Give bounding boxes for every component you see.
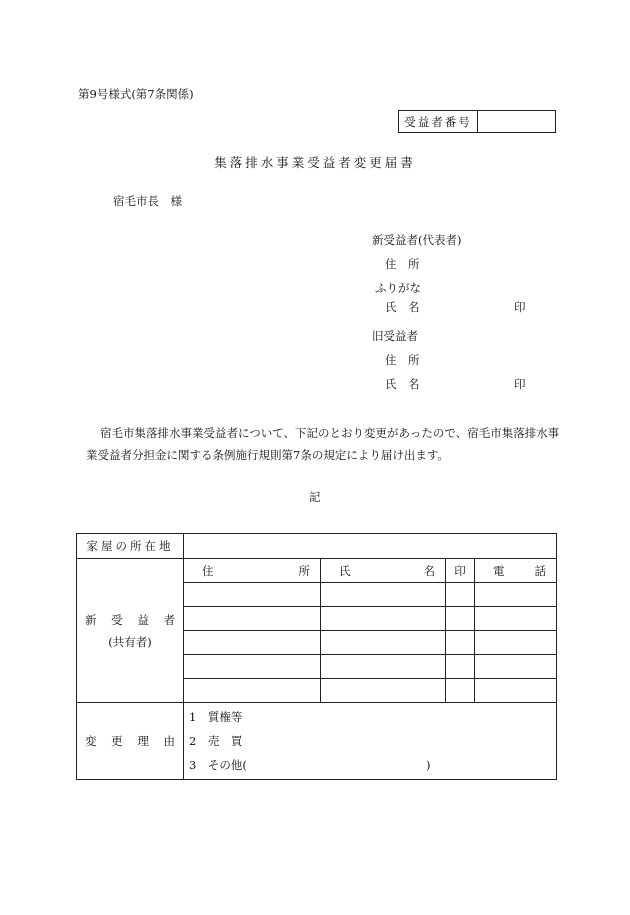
seal-header: 印 [446,559,475,583]
address-cell[interactable] [184,679,321,703]
address-header: 住 所 [184,559,321,583]
change-reason-options [184,703,557,780]
new-seal-mark: 印 [514,300,526,314]
reason-sale[interactable]: 2 売 買 [189,734,243,748]
phone-cell[interactable] [475,655,557,679]
new-furigana-label: ふりがな [375,281,421,295]
name-cell[interactable] [321,583,446,607]
recipient-number-field[interactable] [478,111,555,132]
ki-mark: 記 [309,490,321,504]
old-address-label: 住 所 [385,353,420,367]
name-cell[interactable] [321,631,446,655]
phone-cell[interactable] [475,607,557,631]
seal-cell[interactable] [446,679,475,703]
address-cell[interactable] [184,631,321,655]
change-reason-label: 変 更 理 由 [77,703,184,780]
recipient-number-box [398,110,556,133]
new-address-label: 住 所 [385,257,420,271]
co-owner-label: (共有者) [108,634,152,649]
header-row [77,559,557,583]
address-cell[interactable] [184,655,321,679]
reason-other-close-paren: ) [426,758,431,772]
phone-cell[interactable] [475,583,557,607]
old-beneficiary-heading: 旧受益者 [372,329,418,343]
old-seal-mark: 印 [514,377,526,391]
reason-other[interactable]: 3 その他( ) [184,753,556,777]
seal-cell[interactable] [446,583,475,607]
new-beneficiary-cell [77,559,184,703]
phone-cell[interactable] [475,679,557,703]
house-location-field[interactable] [184,534,557,559]
form-number: 第9号様式(第7条関係) [78,87,194,101]
seal-cell[interactable] [446,631,475,655]
address-cell[interactable] [184,583,321,607]
seal-cell[interactable] [446,607,475,631]
document-title: 集落排水事業受益者変更届書 [214,155,416,170]
change-reason-row [77,703,557,780]
addressee: 宿毛市長 様 [113,194,182,208]
name-cell[interactable] [321,679,446,703]
phone-header: 電 話 [475,559,557,583]
house-location-label: 家屋の所在地 [77,534,184,559]
body-paragraph: 宿毛市集落排水事業受益者について、下記のとおり変更があったので、宿毛市集落排水事業受益者分担金に関する条例施行規則第7条の規定により届け出ます。 [86,426,560,462]
name-cell[interactable] [321,607,446,631]
house-location-row [77,534,557,559]
old-name-label: 氏 名 [385,377,420,391]
seal-cell[interactable] [446,655,475,679]
address-cell[interactable] [184,607,321,631]
phone-cell[interactable] [475,631,557,655]
name-header: 氏 名 [321,559,446,583]
name-cell[interactable] [321,655,446,679]
new-beneficiary-heading: 新受益者(代表者) [372,233,462,247]
new-beneficiary-label: 新 受 益 者 [85,612,175,627]
reason-pledge[interactable]: 1 質権等 [189,710,243,724]
beneficiary-table [76,533,557,780]
new-name-label: 氏 名 [385,300,420,314]
recipient-number-label: 受益者番号 [399,111,478,132]
